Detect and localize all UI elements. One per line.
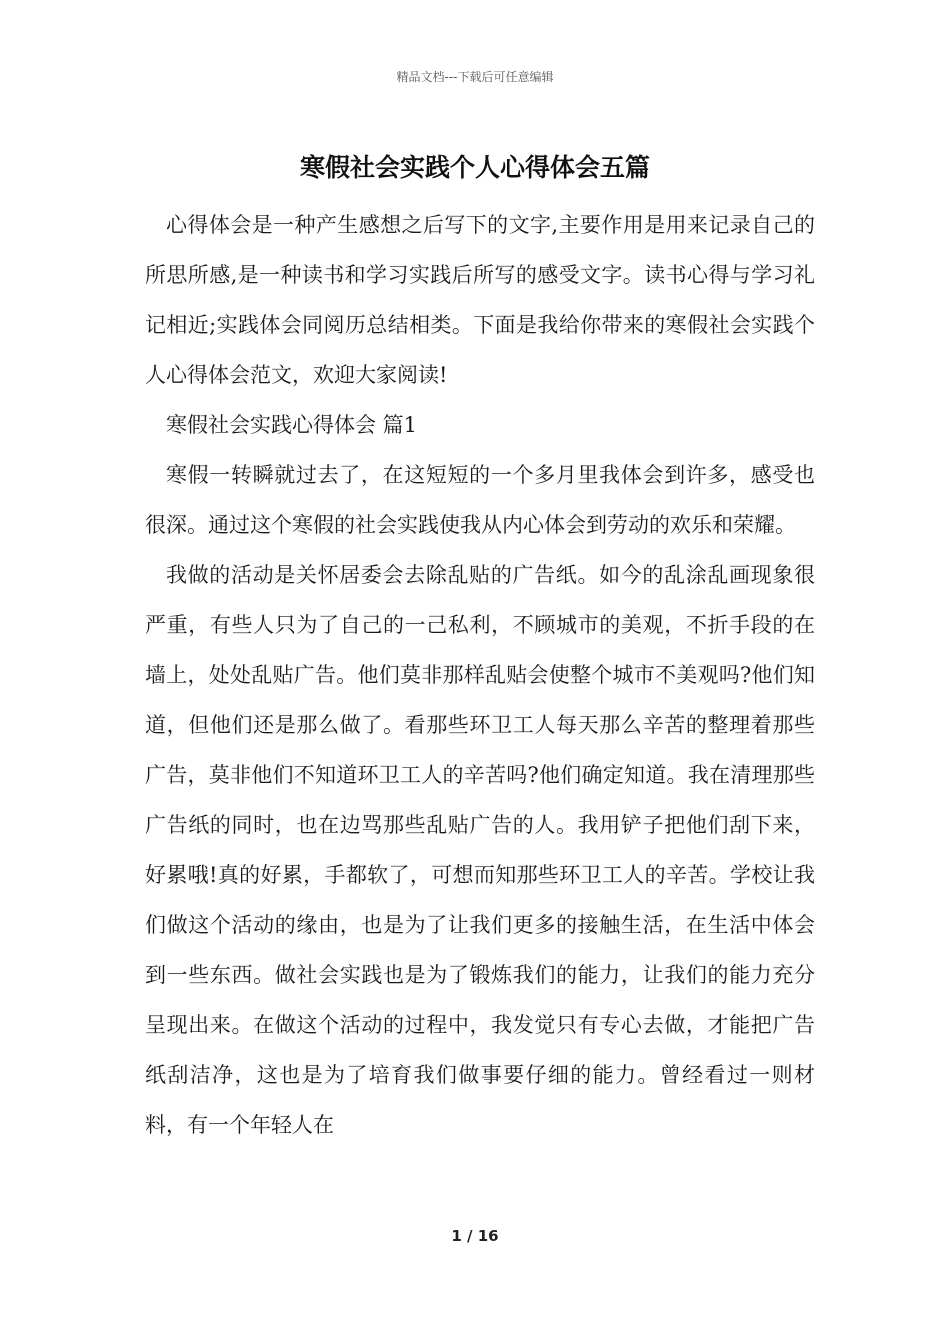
document-body	[145, 200, 815, 1150]
intro-paragraph: 心得体会是一种产生感想之后写下的文字,主要作用是用来记录自己的所思所感,是一种读书和学习实践后所写的感受文字。读书心得与学习礼记相近;实践体会同阅历总结相类。下面是我给你带来的寒假社会实践个人心得体会范文，欢迎大家阅读!	[145, 213, 815, 387]
page-number: 1 / 16	[451, 1227, 499, 1245]
body-paragraph: 我做的活动是关怀居委会去除乱贴的广告纸。如今的乱涂乱画现象很严重，有些人只为了自己的一己私利，不顾城市的美观，不折手段的在墙上，处处乱贴广告。他们莫非那样乱贴会使整个城市不美观吗?他们知道，但他们还是那么做了。看那些环卫工人每天那么辛苦的整理着那些广告，莫非他们不知道环卫工人的辛苦吗?他们确定知道。我在清理那些广告纸的同时，也在边骂那些乱贴广告的人。我用铲子把他们刮下来，好累哦!真的好累，手都软了，可想而知那些环卫工人的辛苦。学校让我们做这个活动的缘由，也是为了让我们更多的接触生活，在生活中体会到一些东西。做社会实践也是为了锻炼我们的能力，让我们的能力充分呈现出来。在做这个活动的过程中，我发觉只有专心去做，才能把广告纸刮洁净，这也是为了培育我们做事要仔细的能力。曾经看过一则材料，有一个年轻人在	[145, 563, 815, 1137]
section-heading: 寒假社会实践心得体会 篇1	[166, 413, 418, 437]
body-paragraph: 寒假一转瞬就过去了，在这短短的一个多月里我体会到许多，感受也很深。通过这个寒假的社会实践使我从内心体会到劳动的欢乐和荣耀。	[145, 463, 815, 537]
header-note: 精品文档---下载后可任意编辑	[396, 70, 554, 84]
document-title: 寒假社会实践个人心得体会五篇	[299, 153, 650, 182]
